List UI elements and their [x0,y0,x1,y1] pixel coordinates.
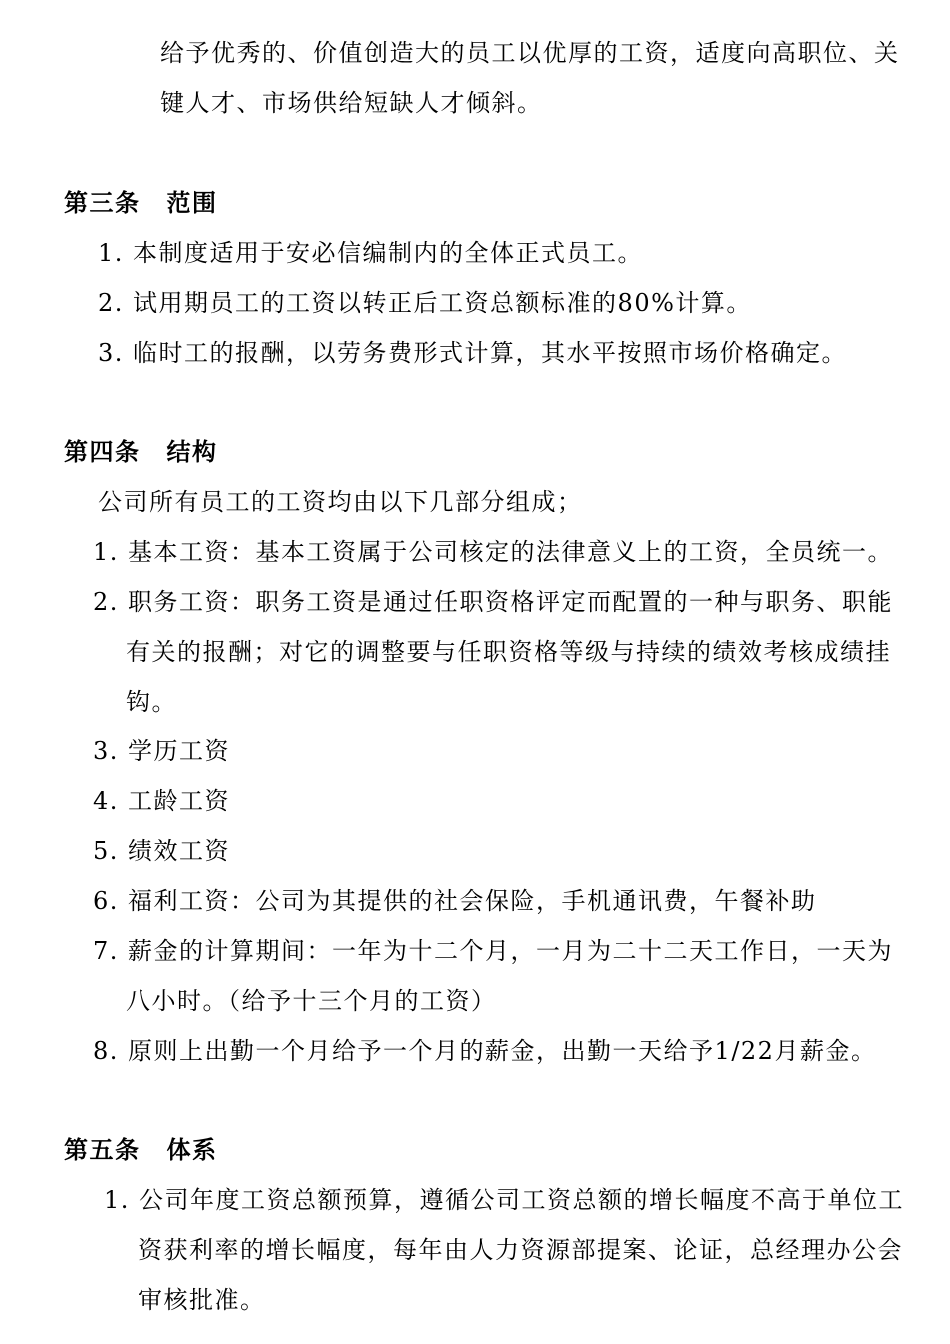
intro-line-2: 键人才、市场供给短缺人才倾斜。 [160,89,543,117]
article-3-number: 第三条 [64,189,141,217]
list-text: 试用期员工的工资以转正后工资总额标准的80%计算。 [133,289,752,317]
article-4-item-5 [93,836,230,866]
list-number: 1. [104,1186,130,1214]
article-3-heading [64,188,218,218]
article-4-item-2 [93,587,893,617]
list-number: 7. [93,937,119,965]
article-4-item-7-line-2: 八小时。（给予十三个月的工资） [126,987,497,1015]
article-4-item-2-line-2: 有关的报酬；对它的调整要与任职资格等级与持续的绩效考核成绩挂 [126,638,891,666]
intro-line-1: 给予优秀的、价值创造大的员工以优厚的工资，适度向高职位、关 [160,39,900,67]
article-4-item-3 [93,736,230,766]
article-4-item-1 [93,537,893,567]
article-3-item-2 [98,288,752,318]
article-5-item-1 [104,1185,904,1215]
article-5-item-1-line-2: 资获利率的增长幅度，每年由人力资源部提案、论证，总经理办公会 [138,1236,903,1264]
list-number: 1. [98,239,124,267]
list-text: 职务工资：职务工资是通过任职资格评定而配置的一种与职务、职能 [128,588,894,616]
list-text: 工龄工资 [128,787,231,815]
article-4-intro: 公司所有员工的工资均由以下几部分组成； [98,488,583,516]
article-4-item-4 [93,786,230,816]
list-text: 原则上出勤一个月给予一个月的薪金，出勤一天给予1/22月薪金。 [128,1037,877,1065]
list-text: 学历工资 [128,737,231,765]
list-number: 8. [93,1037,119,1065]
article-5-number: 第五条 [64,1136,141,1164]
list-number: 2. [93,588,119,616]
list-number: 1. [93,538,119,566]
article-3-item-1 [98,238,643,268]
list-text: 本制度适用于安必信编制内的全体正式员工。 [133,239,644,267]
list-number: 5. [93,837,119,865]
article-4-number: 第四条 [64,438,141,466]
list-number: 6. [93,887,119,915]
article-4-item-6 [93,886,817,916]
list-text: 临时工的报酬，以劳务费形式计算，其水平按照市场价格确定。 [133,339,848,367]
article-4-item-7 [93,936,893,966]
list-text: 薪金的计算期间：一年为十二个月，一月为二十二天工作日，一天为 [128,937,894,965]
list-text: 公司年度工资总额预算，遵循公司工资总额的增长幅度不高于单位工 [139,1186,905,1214]
article-4-item-8 [93,1036,876,1066]
article-3-title: 范围 [166,189,218,217]
article-5-title: 体系 [166,1136,218,1164]
list-number: 4. [93,787,119,815]
list-number: 2. [98,289,124,317]
list-number: 3. [98,339,124,367]
article-4-item-2-line-3: 钩。 [126,688,177,716]
article-5-item-1-line-3: 审核批准。 [138,1286,266,1314]
article-5-heading [64,1135,218,1165]
article-4-heading [64,437,218,467]
article-4-title: 结构 [166,438,218,466]
list-text: 福利工资：公司为其提供的社会保险，手机通讯费，午餐补助 [128,887,817,915]
list-text: 绩效工资 [128,837,231,865]
list-number: 3. [93,737,119,765]
list-text: 基本工资：基本工资属于公司核定的法律意义上的工资，全员统一。 [128,538,894,566]
article-3-item-3 [98,338,847,368]
